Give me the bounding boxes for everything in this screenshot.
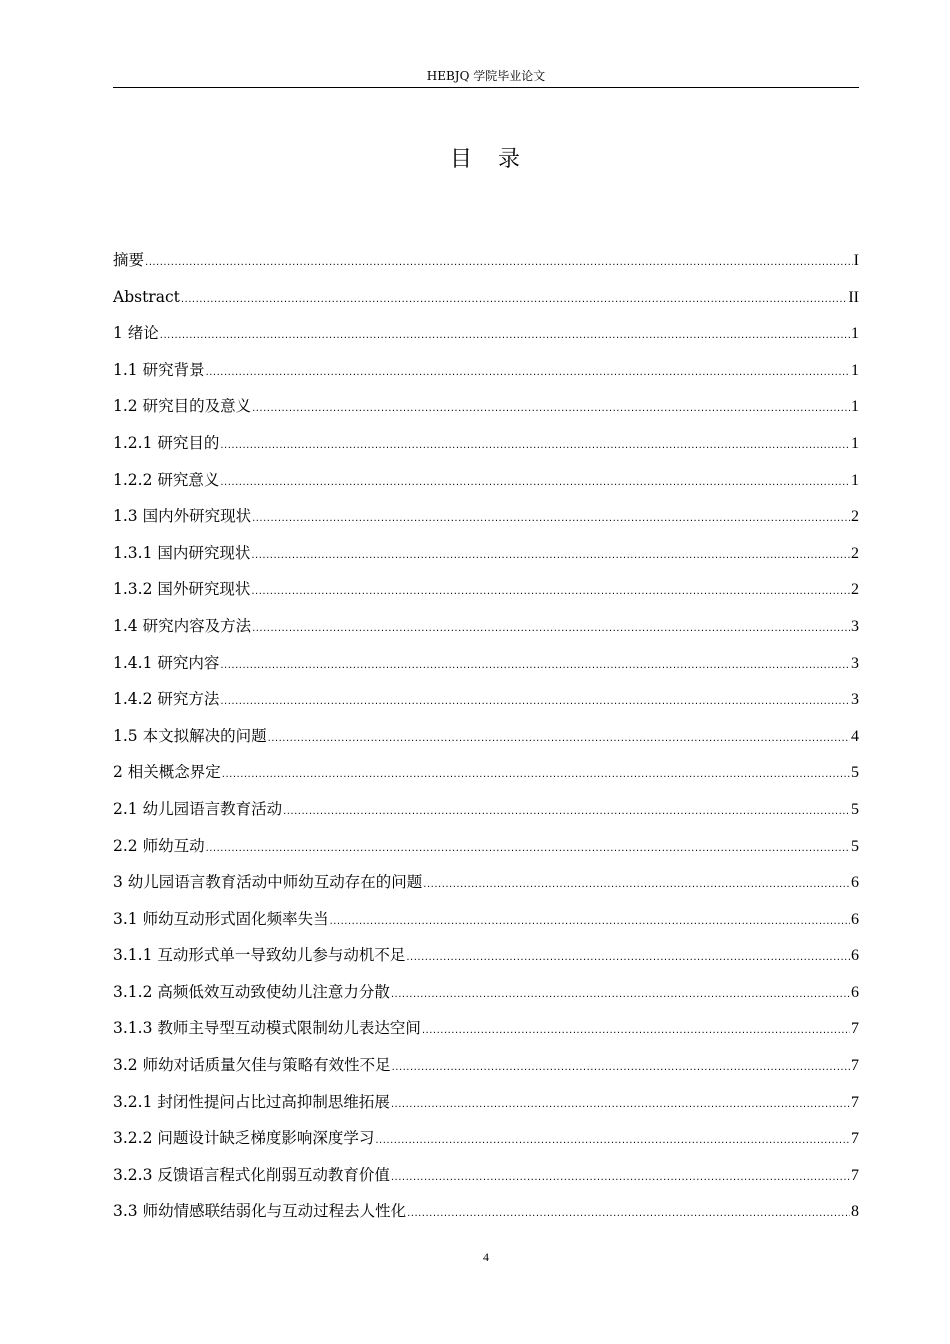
dot-leader — [391, 980, 850, 1010]
toc-entry-label: 1.2.2 研究意义 — [113, 470, 220, 489]
toc-entry-page-number: 3 — [851, 691, 859, 709]
toc-entry-page-number: 5 — [851, 837, 859, 855]
toc-entry[interactable] — [113, 1160, 859, 1197]
toc-entry-page-number: 2 — [851, 508, 859, 526]
page-header: HEBJQ 学院毕业论文 — [113, 66, 859, 88]
toc-entry-label: 1 绪论 — [113, 324, 159, 343]
toc-entry-page-number: 5 — [851, 764, 859, 782]
toc-entry-page-number: 1 — [851, 434, 859, 452]
toc-entry-label: 3.1.2 高频低效互动致使幼儿注意力分散 — [113, 982, 390, 1001]
toc-entry-label: 3.1 师幼互动形式固化频率失当 — [113, 909, 329, 928]
toc-entry-page-number: 6 — [851, 947, 859, 965]
toc-entry[interactable] — [113, 1123, 859, 1160]
toc-entry-page-number: 1 — [851, 471, 859, 489]
toc-entry-label: 1.3.1 国内研究现状 — [113, 543, 251, 562]
toc-entry[interactable] — [113, 1196, 859, 1233]
dot-leader — [252, 394, 850, 424]
toc-entry-page-number: 7 — [851, 1130, 859, 1148]
dot-leader — [206, 358, 850, 388]
toc-entry[interactable] — [113, 794, 859, 831]
toc-entry[interactable] — [113, 318, 859, 355]
dot-leader — [220, 468, 850, 498]
toc-entry-label: 摘要 — [113, 251, 145, 269]
toc-entry-label: 3.3 师幼情感联结弱化与互动过程去人性化 — [113, 1202, 407, 1221]
dot-leader — [391, 1090, 850, 1120]
toc-entry-page-number: 3 — [851, 654, 859, 672]
page-number: 4 — [483, 1250, 489, 1264]
dot-leader — [406, 943, 850, 973]
dot-leader — [252, 614, 850, 644]
toc-entry[interactable] — [113, 1050, 859, 1087]
dot-leader — [220, 651, 850, 681]
dot-leader — [220, 431, 850, 461]
toc-entry[interactable] — [113, 1087, 859, 1124]
toc-entry-label: 1.4.2 研究方法 — [113, 690, 220, 709]
toc-entry[interactable] — [113, 721, 859, 758]
toc-entry-page-number: 7 — [851, 1020, 859, 1038]
toc-entry[interactable] — [113, 1013, 859, 1050]
toc-entry-label: 2 相关概念界定 — [113, 763, 221, 782]
toc-entry-page-number: 1 — [851, 361, 859, 379]
toc-entry-label: 3.1.3 教师主导型互动模式限制幼儿表达空间 — [113, 1019, 421, 1038]
toc-entry-label: Abstract — [113, 287, 180, 306]
dot-leader — [160, 321, 850, 351]
toc-entry-label: 3.2.1 封闭性提问占比过高抑制思维拓展 — [113, 1092, 390, 1111]
toc-entry-page-number: II — [848, 288, 859, 306]
dot-leader — [391, 1163, 850, 1193]
dot-leader — [145, 248, 853, 278]
toc-entry-label: 1.3.2 国外研究现状 — [113, 580, 251, 599]
dot-leader — [330, 907, 850, 937]
toc-entry[interactable] — [113, 977, 859, 1014]
table-of-contents — [113, 245, 859, 1233]
toc-entry[interactable] — [113, 904, 859, 941]
dot-leader — [252, 504, 850, 534]
toc-entry-page-number: 2 — [851, 581, 859, 599]
toc-entry[interactable] — [113, 867, 859, 904]
dot-leader — [222, 760, 850, 790]
toc-entry[interactable] — [113, 611, 859, 648]
dot-leader — [423, 870, 850, 900]
toc-entry-page-number: 1 — [851, 325, 859, 343]
toc-entry[interactable] — [113, 574, 859, 611]
toc-entry-label: 3 幼儿园语言教育活动中师幼互动存在的问题 — [113, 873, 423, 892]
toc-entry-label: 1.3 国内外研究现状 — [113, 507, 252, 526]
dot-leader — [181, 285, 847, 315]
toc-entry-page-number: I — [853, 252, 859, 269]
toc-entry[interactable] — [113, 355, 859, 392]
toc-entry-label: 3.2.2 问题设计缺乏梯度影响深度学习 — [113, 1129, 375, 1148]
toc-entry[interactable] — [113, 940, 859, 977]
dot-leader — [407, 1199, 850, 1229]
dot-leader — [251, 577, 850, 607]
toc-entry[interactable] — [113, 282, 859, 319]
toc-entry[interactable] — [113, 648, 859, 685]
toc-entry[interactable] — [113, 391, 859, 428]
toc-entry[interactable] — [113, 538, 859, 575]
toc-entry-page-number: 5 — [851, 800, 859, 818]
toc-entry[interactable] — [113, 501, 859, 538]
dot-leader — [375, 1126, 850, 1156]
toc-entry[interactable] — [113, 684, 859, 721]
toc-entry-page-number: 2 — [851, 544, 859, 562]
toc-entry-page-number: 7 — [851, 1093, 859, 1111]
toc-entry-label: 1.1 研究背景 — [113, 360, 205, 379]
toc-entry-page-number: 7 — [851, 1166, 859, 1184]
toc-entry-page-number: 6 — [851, 910, 859, 928]
toc-entry-label: 1.4.1 研究内容 — [113, 653, 220, 672]
toc-entry[interactable] — [113, 428, 859, 465]
toc-entry-page-number: 7 — [851, 1057, 859, 1075]
toc-entry-label: 1.2 研究目的及意义 — [113, 397, 252, 416]
toc-entry-page-number: 8 — [851, 1203, 859, 1221]
toc-entry-page-number: 6 — [851, 874, 859, 892]
toc-entry[interactable] — [113, 245, 859, 282]
toc-entry[interactable] — [113, 757, 859, 794]
toc-entry-page-number: 3 — [851, 617, 859, 635]
dot-leader — [206, 834, 850, 864]
dot-leader — [268, 724, 850, 754]
toc-entry-label: 2.1 幼儿园语言教育活动 — [113, 799, 283, 818]
dot-leader — [283, 797, 850, 827]
toc-entry-label: 3.1.1 互动形式单一导致幼儿参与动机不足 — [113, 946, 406, 965]
dot-leader — [392, 1053, 850, 1083]
toc-entry-label: 1.2.1 研究目的 — [113, 433, 220, 452]
toc-entry-page-number: 4 — [851, 727, 859, 745]
toc-entry-label: 1.5 本文拟解决的问题 — [113, 726, 267, 745]
toc-entry-label: 2.2 师幼互动 — [113, 836, 205, 855]
toc-entry-label: 3.2.3 反馈语言程式化削弱互动教育价值 — [113, 1165, 390, 1184]
dot-leader — [220, 687, 850, 717]
toc-entry[interactable] — [113, 465, 859, 502]
toc-title: 目 录 — [449, 147, 522, 172]
toc-entry[interactable] — [113, 831, 859, 868]
toc-entry-page-number: 1 — [851, 398, 859, 416]
toc-entry-page-number: 6 — [851, 983, 859, 1001]
dot-leader — [422, 1016, 850, 1046]
toc-entry-label: 3.2 师幼对话质量欠佳与策略有效性不足 — [113, 1056, 391, 1075]
toc-entry-label: 1.4 研究内容及方法 — [113, 616, 252, 635]
dot-leader — [251, 541, 850, 571]
